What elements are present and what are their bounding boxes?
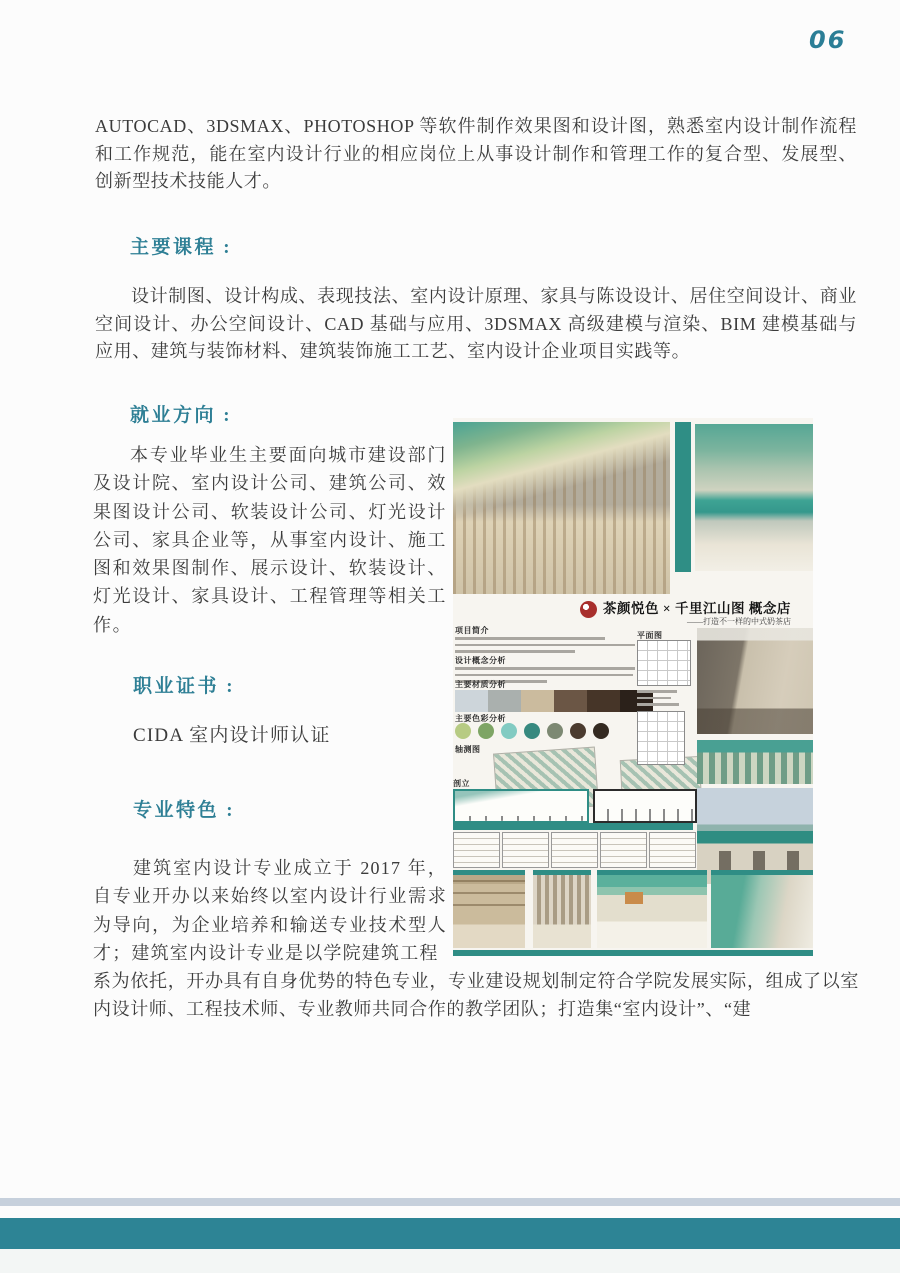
- board-footer-bar: [453, 950, 813, 956]
- footer-accent-bar: [0, 1218, 900, 1249]
- photo-seating-rows: [697, 740, 813, 784]
- material-swatch-2: [521, 690, 554, 712]
- label-elevation: 剖立: [453, 779, 470, 788]
- teal-divider-strip: [675, 422, 691, 572]
- heading-certificate: 职业证书 :: [133, 676, 236, 697]
- material-swatch-4: [587, 690, 620, 712]
- color-dot-4: [547, 723, 563, 739]
- photo-counter-area: [597, 870, 707, 948]
- teal-band: [453, 823, 693, 830]
- footer-divider-bar: [0, 1198, 900, 1206]
- label-project-intro: 项目简介: [455, 626, 489, 635]
- label-design-concept: 设计概念分析: [455, 656, 506, 665]
- color-palette-dots: [455, 723, 609, 739]
- micro-text-line: [455, 644, 635, 647]
- elevation-drawing-4: [600, 832, 647, 868]
- label-axonometric: 轴测图: [455, 745, 481, 754]
- micro-text-line: [455, 637, 605, 640]
- elevation-drawing-5: [649, 832, 696, 868]
- micro-text-line: [455, 650, 575, 653]
- heading-features: 专业特色 :: [133, 800, 236, 821]
- floor-plan-1: [637, 640, 691, 686]
- courses-paragraph: 设计制图、设计构成、表现技法、室内设计原理、家具与陈设设计、居住空间设计、商业空间设计、办公空间设计、CAD 基础与应用、3DSMAX 高级建模与渲染、BIM 建模基础与应用、建筑与装饰材料、建筑装饰施工工艺、室内设计企业项目实践等。: [95, 286, 857, 361]
- employment-paragraph: 本专业毕业生主要面向城市建设部门及设计院、室内设计公司、建筑公司、效果图设计公司、软装设计公司、灯光设计公司、家具企业等，从事室内设计、施工图和效果图制作、展示设计、软装设计、灯光设计、家具设计、工程管理等相关工作。: [93, 445, 447, 635]
- elevation-drawing-1: [453, 832, 500, 868]
- micro-text-line: [637, 690, 677, 693]
- elevation-drawing-2: [502, 832, 549, 868]
- render-photo-tearoom-left: [453, 422, 670, 594]
- brand-logo-icon: [580, 601, 597, 618]
- section-elevation-2: [593, 789, 697, 823]
- micro-text-line: [455, 667, 635, 670]
- micro-text-lines-intro: [455, 637, 637, 657]
- footer-margin: [0, 1249, 900, 1273]
- certificate-text: CIDA 室内设计师认证: [133, 725, 331, 746]
- color-dot-6: [593, 723, 609, 739]
- photo-stair-interior: [711, 870, 813, 948]
- design-board-image: [453, 418, 813, 956]
- material-swatch-strip: [455, 690, 653, 712]
- render-photo-tearoom-right: [695, 424, 813, 571]
- micro-text-lines-plan: [637, 690, 681, 710]
- section-elevation-1: [453, 789, 589, 823]
- board-subtitle: ——打造不一样的中式奶茶店: [687, 617, 791, 626]
- heading-main-courses: 主要课程 :: [130, 237, 233, 258]
- elevation-drawing-3: [551, 832, 598, 868]
- intro-paragraph: AUTOCAD、3DSMAX、PHOTOSHOP 等软件制作效果图和设计图，熟悉室内设计制作流程和工作规范，能在室内设计行业的相应岗位上从事设计制作和管理工作的复合型、发展型、创新型技术技能人才。: [95, 116, 857, 191]
- label-colors: 主要色彩分析: [455, 714, 506, 723]
- micro-text-line: [455, 674, 633, 677]
- board-title: 茶颜悦色 × 千里江山图 概念店: [603, 601, 791, 616]
- page-number: 06: [809, 26, 847, 54]
- color-dot-3: [524, 723, 540, 739]
- label-materials: 主要材质分析: [455, 680, 506, 689]
- photo-wood-interior: [453, 870, 525, 948]
- photo-mural-interior: [697, 628, 813, 734]
- micro-text-line: [637, 697, 671, 700]
- micro-text-line: [637, 703, 679, 706]
- material-swatch-3: [554, 690, 587, 712]
- floor-plan-2: [637, 711, 685, 765]
- features-paragraph-column: 建筑室内设计专业成立于 2017 年，自专业开办以来始终以室内设计行业需求为导向，为企业培养和输送专业技术型人才；建筑室内设计专业是以学院建筑工程: [93, 858, 447, 963]
- material-swatch-0: [455, 690, 488, 712]
- heading-employment: 就业方向 :: [130, 405, 233, 426]
- color-dot-0: [455, 723, 471, 739]
- features-paragraph-full: 系为依托，开办具有自身优势的特色专业，专业建设规划制定符合学院发展实际，组成了以室内设计师、工程技术师、专业教师共同合作的教学团队；打造集“室内设计”、“建: [93, 971, 859, 1019]
- color-dot-2: [501, 723, 517, 739]
- material-swatch-1: [488, 690, 521, 712]
- color-dot-1: [478, 723, 494, 739]
- photo-slat-wall: [533, 870, 591, 948]
- color-dot-5: [570, 723, 586, 739]
- label-floor-plan: 平面图: [637, 631, 663, 640]
